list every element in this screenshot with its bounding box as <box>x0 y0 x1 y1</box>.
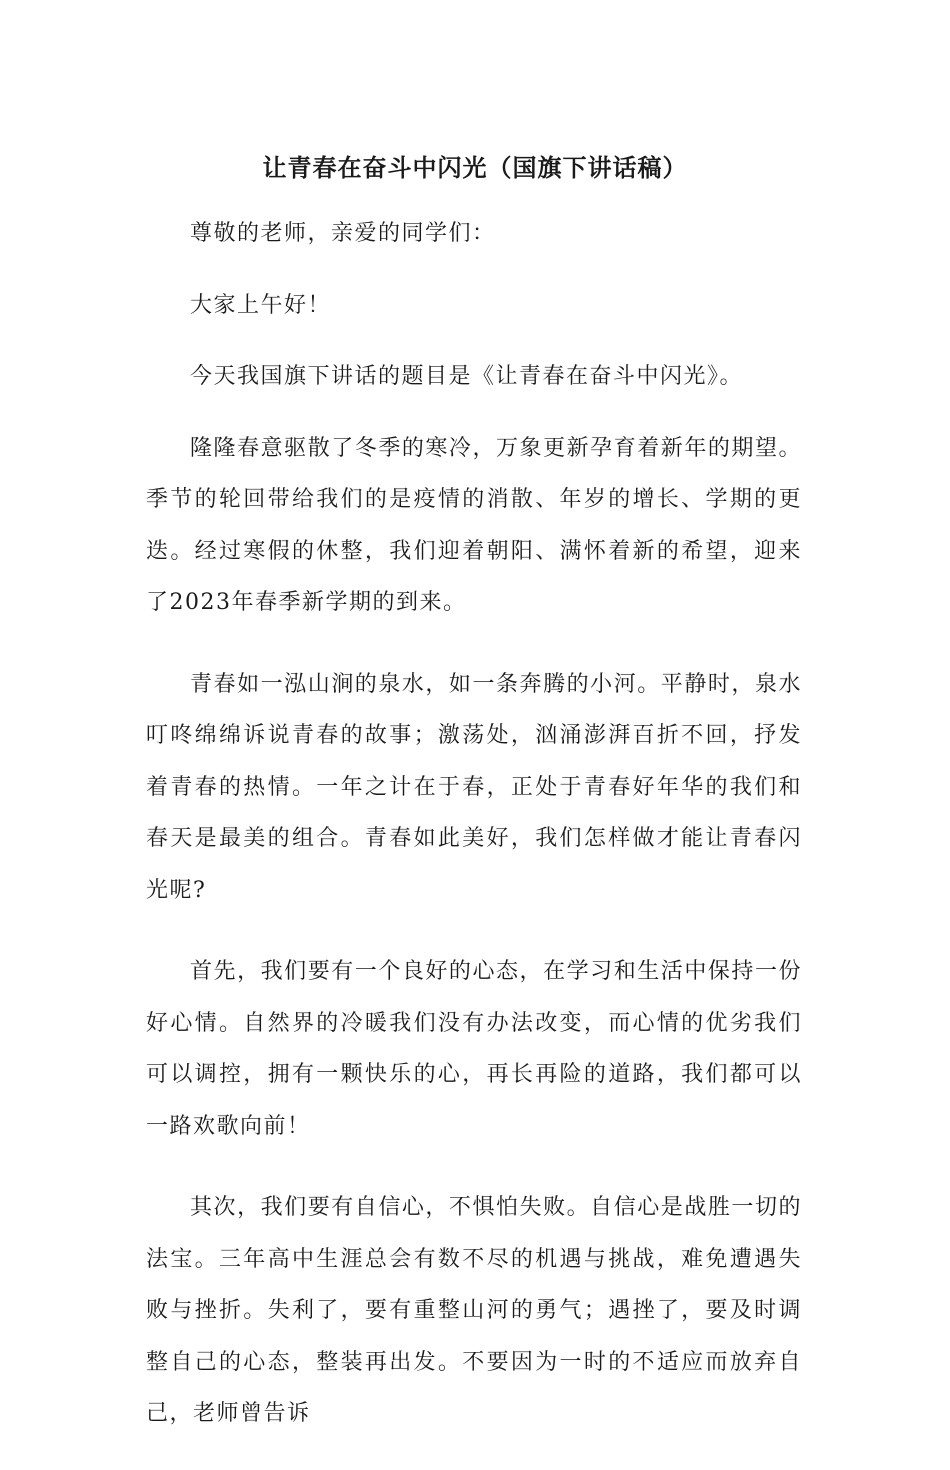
paragraph-second: 其次，我们要有自信心，不惧怕失败。自信心是战胜一切的法宝。三年高中生涯总会有数不尽的机遇与挑战，难免遭遇失败与挫折。失利了，要有重整山河的勇气；遇挫了，要及时调整自己的心态，整装再出发。不要因为一时的不适应而放弃自己，老师曾告诉 <box>146 1195 802 1426</box>
paragraph-salutation: 尊敬的老师，亲爱的同学们： <box>190 221 496 246</box>
paragraph-youth: 青春如一泓山涧的泉水，如一条奔腾的小河。平静时，泉水叮咚绵绵诉说青春的故事；激荡处，汹涌澎湃百折不回，抒发着青春的热情。一年之计在于春，正处于青春好年华的我们和春天是最美的组合。青春如此美好，我们怎样做才能让青春闪光呢? <box>146 671 802 903</box>
paragraph-first: 首先，我们要有一个良好的心态，在学习和生活中保持一份好心情。自然界的冷暖我们没有办法改变，而心情的优劣我们可以调控，拥有一颗快乐的心，再长再险的道路，我们都可以一路欢歌向前！ <box>146 959 802 1139</box>
paragraph-greeting: 大家上午好！ <box>190 292 332 318</box>
document-title: 让青春在奋斗中闪光（国旗下讲话稿） <box>262 154 688 182</box>
paragraph-spring: 隆隆春意驱散了冬季的寒冷，万象更新孕育着新年的期望。季节的轮回带给我们的是疫情的消散、年岁的增长、学期的更迭。经过寒假的休整，我们迎着朝阳、满怀着新的希望，迎来了2023年春季新学期的到来。 <box>146 435 802 615</box>
document-body <box>146 208 802 1470</box>
paragraph-topic: 今天我国旗下讲话的题目是《让青春在奋斗中闪光》。 <box>190 364 744 389</box>
